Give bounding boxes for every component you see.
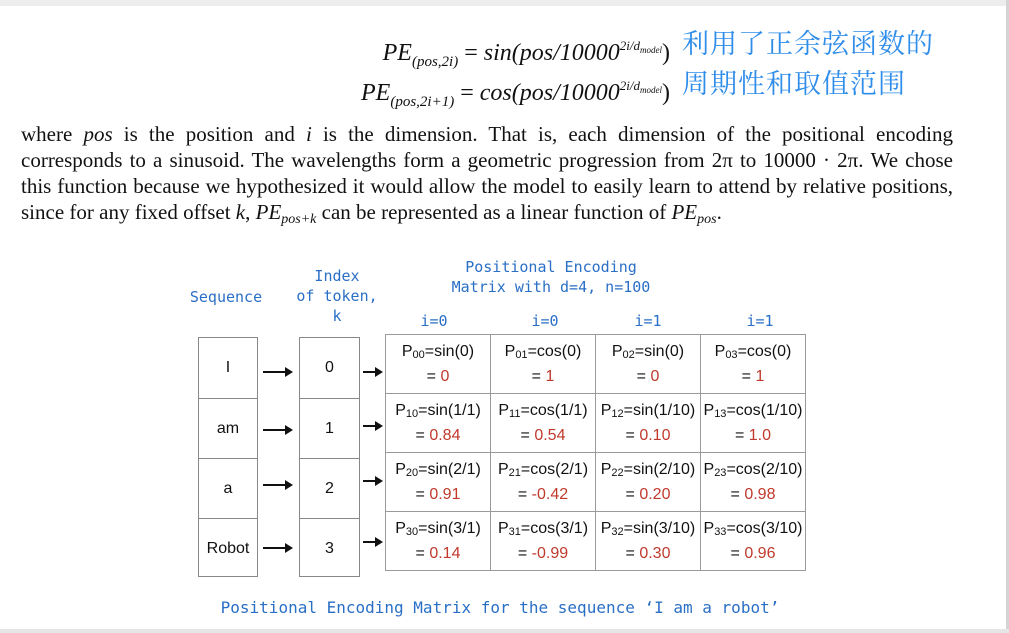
sequence-token: a xyxy=(199,458,257,518)
matrix-cell xyxy=(491,512,596,571)
cell-p-symbol: P xyxy=(504,343,516,360)
cell-value: 0.14 xyxy=(429,545,461,562)
cell-value-line xyxy=(596,366,700,387)
cell-formula xyxy=(491,518,595,543)
cell-value: 0 xyxy=(440,368,450,385)
cell-formula xyxy=(596,459,700,484)
cell-value-line xyxy=(701,366,805,387)
window-top-edge xyxy=(0,0,1009,6)
para-text: is the position and xyxy=(112,122,306,146)
cell-value: 0.54 xyxy=(534,427,566,444)
matrix-cell xyxy=(701,335,806,394)
cell-subscript: 20 xyxy=(405,467,419,479)
matrix-row xyxy=(386,335,806,394)
cell-value-line xyxy=(386,425,490,446)
cell-p-symbol: P xyxy=(401,343,413,360)
cell-equals: = xyxy=(415,486,430,503)
cell-value-line xyxy=(386,543,490,564)
cell-value: 1.0 xyxy=(748,427,772,444)
cell-subscript: 11 xyxy=(509,408,521,420)
arrow-index-to-pe xyxy=(363,480,381,482)
matrix-cell xyxy=(491,453,596,512)
column-header-i: i=1 xyxy=(634,312,662,330)
cell-value-line xyxy=(596,425,700,446)
token-index: 0 xyxy=(325,359,334,376)
matrix-cell xyxy=(596,453,701,512)
para-math-pe-subscript: pos xyxy=(697,212,717,227)
cell-formula xyxy=(701,400,805,425)
cell-p-symbol: P xyxy=(497,520,509,537)
column-header-i: i=0 xyxy=(531,312,559,330)
cell-subscript: 33 xyxy=(714,526,727,538)
cell-value-line xyxy=(386,484,490,505)
cell-value-line xyxy=(386,366,490,387)
cell-subscript: 00 xyxy=(412,349,425,361)
matrix-cell xyxy=(701,453,806,512)
para-math-pe: PE xyxy=(671,200,698,224)
cell-formula xyxy=(491,459,595,484)
cell-p-symbol: P xyxy=(600,402,612,419)
arrow-index-to-pe xyxy=(363,541,381,543)
cell-subscript: 12 xyxy=(611,408,624,420)
cell-expression: =sin(3/1) xyxy=(418,520,481,537)
cell-expression: =sin(0) xyxy=(424,343,475,360)
index-label-line: of token, xyxy=(296,287,378,305)
cell-p-symbol: P xyxy=(600,520,612,537)
cell-expression: =cos(2/1) xyxy=(520,461,589,478)
matrix-cell xyxy=(596,394,701,453)
cell-expression: =cos(3/10) xyxy=(726,520,803,537)
pe-matrix xyxy=(385,334,806,571)
matrix-cell xyxy=(386,335,491,394)
matrix-cell xyxy=(596,512,701,571)
matrix-cell xyxy=(701,512,806,571)
arrow-index-to-pe xyxy=(363,425,381,427)
cell-expression: =cos(1/1) xyxy=(520,402,588,419)
para-math-k: k xyxy=(235,200,246,224)
cell-value: 0.84 xyxy=(429,427,461,444)
matrix-row xyxy=(386,394,806,453)
cell-equals: = xyxy=(730,486,745,503)
index-label xyxy=(289,266,385,326)
pe-label-line: Positional Encoding xyxy=(465,258,637,276)
cell-value-line xyxy=(491,484,595,505)
chinese-annotation-line-1: 利用了正余弦函数的 xyxy=(682,29,934,60)
window-bottom-edge xyxy=(0,629,1009,633)
cell-p-symbol: P xyxy=(498,402,510,419)
index-column xyxy=(299,337,360,577)
cell-p-symbol: P xyxy=(703,520,715,537)
token-index: 2 xyxy=(300,458,359,518)
matrix-cell xyxy=(491,335,596,394)
chinese-annotation-line-2: 周期性和取值范围 xyxy=(682,69,906,100)
para-text: is the dimension. That is, each dimension of the positional encoding corresponds to a sinusoid. The wavelengths form a geometric progression from xyxy=(21,122,953,172)
arrow-seq-to-index xyxy=(263,484,291,486)
eq-exponent-subscript: model xyxy=(640,45,662,55)
cell-value: 0.20 xyxy=(639,486,671,503)
sequence-label: Sequence xyxy=(189,288,263,306)
cell-p-symbol: P xyxy=(600,461,612,478)
cell-expression: =cos(0) xyxy=(737,343,792,360)
cell-value: -0.42 xyxy=(531,486,569,503)
cell-expression: =sin(0) xyxy=(634,343,685,360)
arrow-seq-to-index xyxy=(263,429,291,431)
matrix-cell xyxy=(386,394,491,453)
cell-equals: = xyxy=(520,427,535,444)
token-index: 3 xyxy=(300,518,359,578)
matrix-row xyxy=(386,453,806,512)
cell-subscript: 03 xyxy=(725,349,738,361)
eq-lhs-subscript: (pos,2i) xyxy=(411,54,459,70)
matrix-cell xyxy=(386,512,491,571)
eq-close-paren: ) xyxy=(662,80,670,106)
cell-value: 1 xyxy=(545,368,555,385)
para-text: . We chose this function because we hypothesized it would allow the model to easily learn to attend by relative positions, since for any fixed offset xyxy=(21,148,953,224)
para-text: where xyxy=(21,122,84,146)
arrow-seq-to-index xyxy=(263,371,291,373)
sequence-token: Robot xyxy=(199,518,257,578)
cell-value: 0.98 xyxy=(744,486,776,503)
para-math-two-pi: 2π xyxy=(711,148,733,172)
index-label-line: k xyxy=(332,307,342,325)
eq-argument: (pos/10000 xyxy=(511,80,620,106)
cell-formula xyxy=(701,518,805,543)
eq-function: sin xyxy=(483,40,512,66)
cell-expression: =sin(1/1) xyxy=(418,402,481,419)
cell-subscript: 32 xyxy=(611,526,624,538)
cell-value: 0.96 xyxy=(744,545,776,562)
para-text: , xyxy=(245,200,256,224)
cell-formula xyxy=(701,341,805,366)
cell-value: 0.91 xyxy=(429,486,461,503)
equation-block xyxy=(0,28,1009,108)
cell-formula xyxy=(386,400,490,425)
eq-close-paren: ) xyxy=(662,40,670,66)
cell-value-line xyxy=(491,366,595,387)
matrix-cell xyxy=(596,335,701,394)
cell-p-symbol: P xyxy=(703,461,715,478)
cell-p-symbol: P xyxy=(703,402,715,419)
cell-subscript: 30 xyxy=(405,526,419,538)
para-math-i: i xyxy=(305,122,312,146)
eq-function: cos xyxy=(479,80,512,106)
cell-value-line xyxy=(701,425,805,446)
cell-value-line xyxy=(596,543,700,564)
cell-expression: =sin(2/1) xyxy=(418,461,481,478)
cell-equals: = xyxy=(625,486,640,503)
cell-equals: = xyxy=(415,545,430,562)
eq-lhs-subscript: (pos,2i+1) xyxy=(390,94,455,110)
cell-equals: = xyxy=(625,545,640,562)
cell-p-symbol: P xyxy=(497,461,509,478)
cell-equals: = xyxy=(730,545,745,562)
cell-value: 0.30 xyxy=(639,545,671,562)
eq-argument: (pos/10000 xyxy=(511,40,620,66)
para-math-ten-thousand: 10000 · 2π xyxy=(763,148,859,172)
cell-value: -0.99 xyxy=(531,545,569,562)
cell-formula xyxy=(386,341,490,366)
eq-exponent: 2i/d xyxy=(619,78,640,93)
cell-subscript: 21 xyxy=(508,467,521,479)
cell-equals: = xyxy=(531,368,546,385)
cell-equals: = xyxy=(415,427,430,444)
cell-formula xyxy=(596,400,700,425)
cell-equals: = xyxy=(741,368,756,385)
cell-expression: =cos(0) xyxy=(527,343,582,360)
cell-p-symbol: P xyxy=(611,343,623,360)
cell-expression: =cos(1/10) xyxy=(726,402,803,419)
index-label-line: Index xyxy=(314,267,360,285)
cell-expression: =sin(3/10) xyxy=(623,520,696,537)
cell-value: 1 xyxy=(755,368,765,385)
matrix-cell xyxy=(701,394,806,453)
cell-equals: = xyxy=(734,427,749,444)
cell-formula xyxy=(491,400,595,425)
cell-equals: = xyxy=(517,545,532,562)
para-math-pos: pos xyxy=(83,122,113,146)
cell-expression: =sin(1/10) xyxy=(623,402,696,419)
cell-expression: =cos(3/1) xyxy=(520,520,589,537)
cell-p-symbol: P xyxy=(714,343,726,360)
cell-value-line xyxy=(596,484,700,505)
cell-p-symbol: P xyxy=(395,520,406,537)
cell-subscript: 23 xyxy=(714,467,727,479)
cell-formula xyxy=(491,341,595,366)
cell-formula xyxy=(701,459,805,484)
cell-value-line xyxy=(491,425,595,446)
sequence-token: am xyxy=(199,398,257,458)
eq-lhs-symbol: PE xyxy=(361,80,391,106)
para-text: can be represented as a linear function of xyxy=(316,200,672,224)
eq-exponent: 2i/d xyxy=(619,38,640,53)
cell-subscript: 02 xyxy=(622,349,635,361)
cell-value-line xyxy=(491,543,595,564)
pe-label-line: Matrix with d=4, n=100 xyxy=(451,278,651,296)
body-paragraph xyxy=(21,121,953,233)
cell-formula xyxy=(596,518,700,543)
cell-equals: = xyxy=(636,368,651,385)
cell-p-symbol: P xyxy=(395,402,406,419)
matrix-row xyxy=(386,512,806,571)
cell-equals: = xyxy=(517,486,532,503)
matrix-cell xyxy=(491,394,596,453)
matrix-cell xyxy=(386,453,491,512)
column-header-i: i=0 xyxy=(420,312,448,330)
cell-equals: = xyxy=(426,368,441,385)
arrow-seq-to-index xyxy=(263,547,291,549)
cell-value: 0.10 xyxy=(639,427,671,444)
eq-equals: = xyxy=(458,40,484,66)
eq-exponent-subscript: model xyxy=(640,85,662,95)
cell-subscript: 10 xyxy=(405,408,419,420)
cell-value-line xyxy=(701,484,805,505)
sequence-token: I xyxy=(225,359,231,376)
arrow-index-to-pe xyxy=(363,371,381,373)
para-math-pe-subscript: pos+k xyxy=(281,212,317,227)
cell-value-line xyxy=(701,543,805,564)
column-header-i: i=1 xyxy=(746,312,774,330)
sequence-column xyxy=(198,337,258,577)
para-text: to xyxy=(732,148,764,172)
eq-equals: = xyxy=(454,80,480,106)
pe-matrix-label xyxy=(436,257,666,297)
token-index: 1 xyxy=(300,398,359,458)
cell-formula xyxy=(386,518,490,543)
equation-sin xyxy=(383,32,670,76)
eq-lhs-symbol: PE xyxy=(382,40,412,66)
cell-subscript: 13 xyxy=(714,408,727,420)
cell-formula xyxy=(596,341,700,366)
cell-subscript: 01 xyxy=(515,349,528,361)
para-text: . xyxy=(716,200,722,224)
cell-equals: = xyxy=(625,427,640,444)
cell-expression: =cos(2/10) xyxy=(726,461,803,478)
equation-cos xyxy=(361,72,670,116)
para-math-pe: PE xyxy=(255,200,282,224)
cell-p-symbol: P xyxy=(395,461,406,478)
cell-subscript: 22 xyxy=(611,467,624,479)
cell-formula xyxy=(386,459,490,484)
cell-subscript: 31 xyxy=(508,526,521,538)
cell-expression: =sin(2/10) xyxy=(623,461,696,478)
figure-caption: Positional Encoding Matrix for the sequence ‘I am a robot’ xyxy=(220,598,780,617)
cell-value: 0 xyxy=(650,368,660,385)
